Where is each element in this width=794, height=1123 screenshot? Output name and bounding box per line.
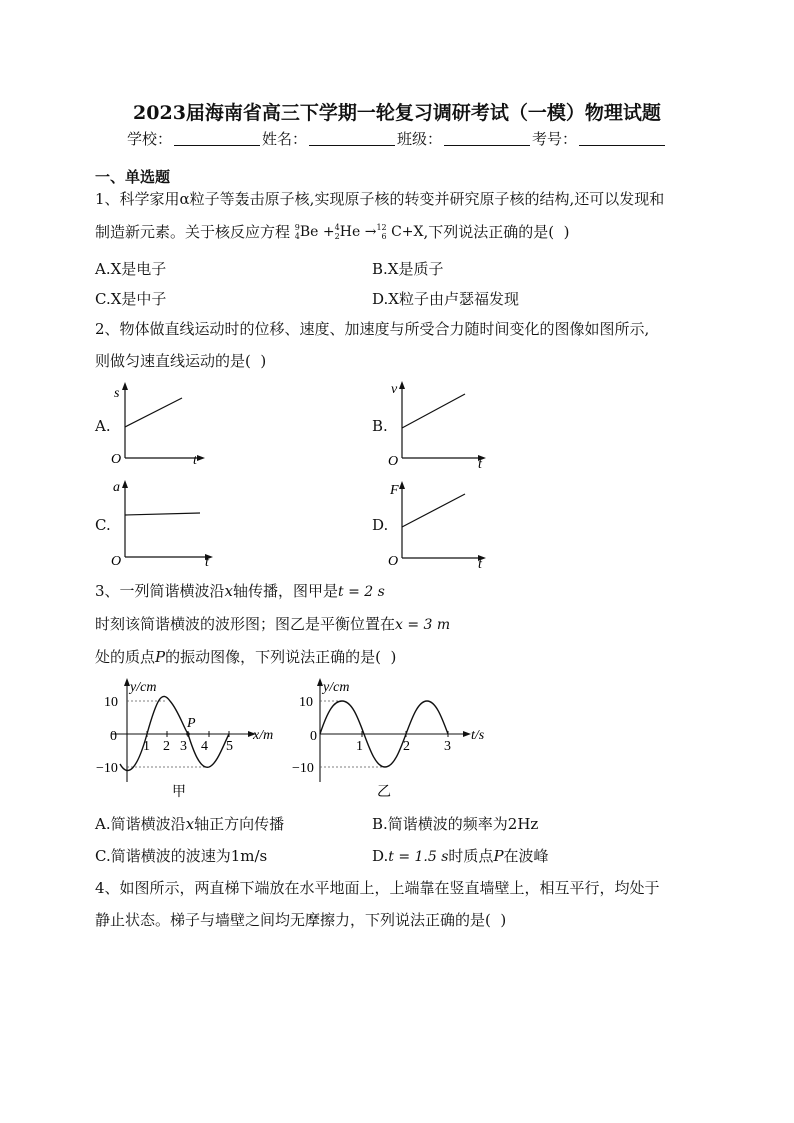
q3-option-a[interactable]	[95, 813, 284, 834]
q3-option-d[interactable]	[372, 845, 549, 866]
q3-line3-pre: 处的质点	[95, 648, 156, 666]
q3-option-a-pre: A.简谐横波沿	[95, 815, 186, 833]
q1-line1: 1、科学家用α粒子等轰击原子核,实现原子核的转变并研究原子核的结构,还可以发现和	[95, 190, 665, 208]
graph-d-origin: O	[388, 554, 399, 569]
jia-xlabel: x/m	[253, 728, 274, 743]
graph-b-xlabel: t	[478, 457, 482, 470]
q1-line2	[95, 221, 570, 242]
q3-line2-pre: 时刻该简谐横波的波形图；图乙是平衡位置在	[95, 615, 396, 633]
c-symbol: C	[391, 224, 402, 240]
q3-line3-post: 的振动图像，下列说法正确的是( )	[165, 648, 397, 666]
q3-line2	[95, 613, 450, 634]
equation-tail: +X	[401, 224, 424, 240]
graph-d-xlabel: t	[478, 557, 482, 570]
yi-tick-2: 2	[403, 739, 410, 754]
vibration-graph-yi	[290, 672, 500, 808]
q3-option-b[interactable]: B.简谐横波的频率为2Hz	[372, 815, 539, 833]
c-atomic-number: 6	[381, 232, 387, 241]
q3-time-expr: t = 2 s	[338, 584, 385, 600]
q1-line2-pre: 制造新元素。关于核反应方程	[95, 223, 291, 241]
graph-c-origin: O	[111, 554, 122, 569]
q1-option-a[interactable]: A.X是电子	[95, 260, 167, 278]
q4-line2: 静止状态。梯子与墙壁之间均无摩擦力，下列说法正确的是( )	[95, 911, 507, 929]
q3-position-expr: x = 3 m	[395, 617, 451, 633]
class-blank[interactable]	[444, 131, 530, 146]
yi-zero-label: 0	[310, 729, 317, 744]
q3-option-d-mid: 时质点	[448, 847, 494, 865]
q2-graph-b[interactable]	[385, 378, 490, 470]
q2-graph-c[interactable]	[108, 477, 218, 569]
school-blank[interactable]	[174, 131, 260, 146]
jia-tick-4: 4	[201, 739, 208, 754]
yi-top-label: 10	[299, 695, 313, 710]
arrow-sign: →	[364, 224, 377, 240]
c-mass-number: 12	[376, 223, 387, 232]
nuclear-equation	[295, 223, 424, 241]
q3-line1-mid: 轴传播，图甲是	[233, 582, 339, 600]
jia-top-label: 10	[104, 695, 118, 710]
exam-title: 2023届海南省高三下学期一轮复习调研考试（一模）物理试题	[133, 102, 661, 124]
q3-option-d-post: 在波峰	[503, 847, 549, 865]
jia-ylabel: y/cm	[130, 680, 157, 695]
be-symbol: Be	[299, 224, 319, 240]
graph-c-ylabel: a	[113, 480, 120, 495]
school-label: 学校：	[126, 130, 172, 148]
wave-graph-jia	[92, 672, 292, 808]
q4-line1: 4、如图所示，两直梯下端放在水平地面上，上端靠在竖直墙壁上，相互平行，均处于	[95, 879, 660, 897]
graph-c-xlabel: t	[205, 555, 209, 569]
jia-zero-label: 0	[110, 729, 117, 744]
q3-option-d-p: P	[493, 847, 504, 865]
name-blank[interactable]	[309, 131, 395, 146]
q1-line2-post: ,下列说法正确的是( )	[423, 223, 570, 241]
yi-xlabel: t/s	[471, 728, 485, 743]
be-mass-number: 9	[294, 223, 300, 232]
q3-x-var: x	[224, 582, 234, 600]
q3-option-d-pre: D.	[372, 847, 389, 865]
graph-b-ylabel: v	[391, 382, 398, 397]
q3-line1	[95, 580, 385, 601]
name-label: 姓名：	[261, 130, 307, 148]
jia-tick-1: 1	[143, 739, 150, 754]
q3-line1-pre: 3、一列简谐横波沿	[95, 582, 225, 600]
q3-option-c[interactable]: C.简谐横波的波速为1m/s	[95, 847, 268, 865]
yi-bottom-label: −10	[292, 761, 314, 776]
graph-b-origin: O	[388, 454, 399, 469]
jia-tick-3: 3	[180, 739, 187, 754]
jia-tick-5: 5	[226, 739, 233, 754]
plus-sign: +	[322, 224, 335, 240]
graph-a-ylabel: s	[114, 386, 120, 401]
q2-graph-a[interactable]	[108, 380, 208, 468]
q1-option-c[interactable]: C.X是中子	[95, 290, 167, 308]
q1-option-b[interactable]: B.X是质子	[372, 260, 444, 278]
q3-line3	[95, 646, 396, 667]
q2-option-b-label[interactable]: B.	[372, 417, 388, 435]
jia-tick-2: 2	[163, 739, 170, 754]
he-atomic-number: 2	[334, 232, 340, 241]
graph-d-ylabel: F	[390, 483, 399, 498]
q2-option-a-label[interactable]: A.	[95, 417, 111, 435]
graph-a-xlabel: t	[193, 453, 197, 468]
yi-caption: 乙	[377, 785, 391, 800]
q2-line1: 2、物体做直线运动时的位移、速度、加速度与所受合力随时间变化的图像如图所示,	[95, 320, 650, 338]
he-mass-number: 4	[334, 223, 340, 232]
jia-point-p: P	[187, 716, 196, 731]
jia-bottom-label: −10	[96, 761, 118, 776]
jia-caption: 甲	[172, 785, 186, 800]
graph-a-origin: O	[111, 452, 122, 467]
class-label: 班级：	[397, 130, 443, 148]
he-symbol: He	[339, 224, 361, 240]
q3-point-p: P	[155, 648, 166, 666]
yi-ylabel: y/cm	[323, 680, 350, 695]
number-label: 考号：	[532, 130, 578, 148]
q3-option-d-time: t = 1.5 s	[388, 849, 449, 865]
q2-graph-d[interactable]	[385, 478, 490, 570]
be-atomic-number: 4	[294, 232, 300, 241]
q2-line2: 则做匀速直线运动的是( )	[95, 352, 267, 370]
section-heading: 一、单选题	[95, 168, 171, 186]
q3-option-a-x: x	[185, 815, 195, 833]
yi-tick-1: 1	[356, 739, 363, 754]
q1-option-d[interactable]: D.X粒子由卢瑟福发现	[372, 290, 519, 308]
yi-tick-3: 3	[444, 739, 451, 754]
number-blank[interactable]	[579, 131, 665, 146]
q2-option-c-label[interactable]: C.	[95, 516, 111, 534]
q3-option-a-post: 轴正方向传播	[194, 815, 285, 833]
student-info-line	[0, 128, 794, 149]
q2-option-d-label[interactable]: D.	[372, 516, 389, 534]
